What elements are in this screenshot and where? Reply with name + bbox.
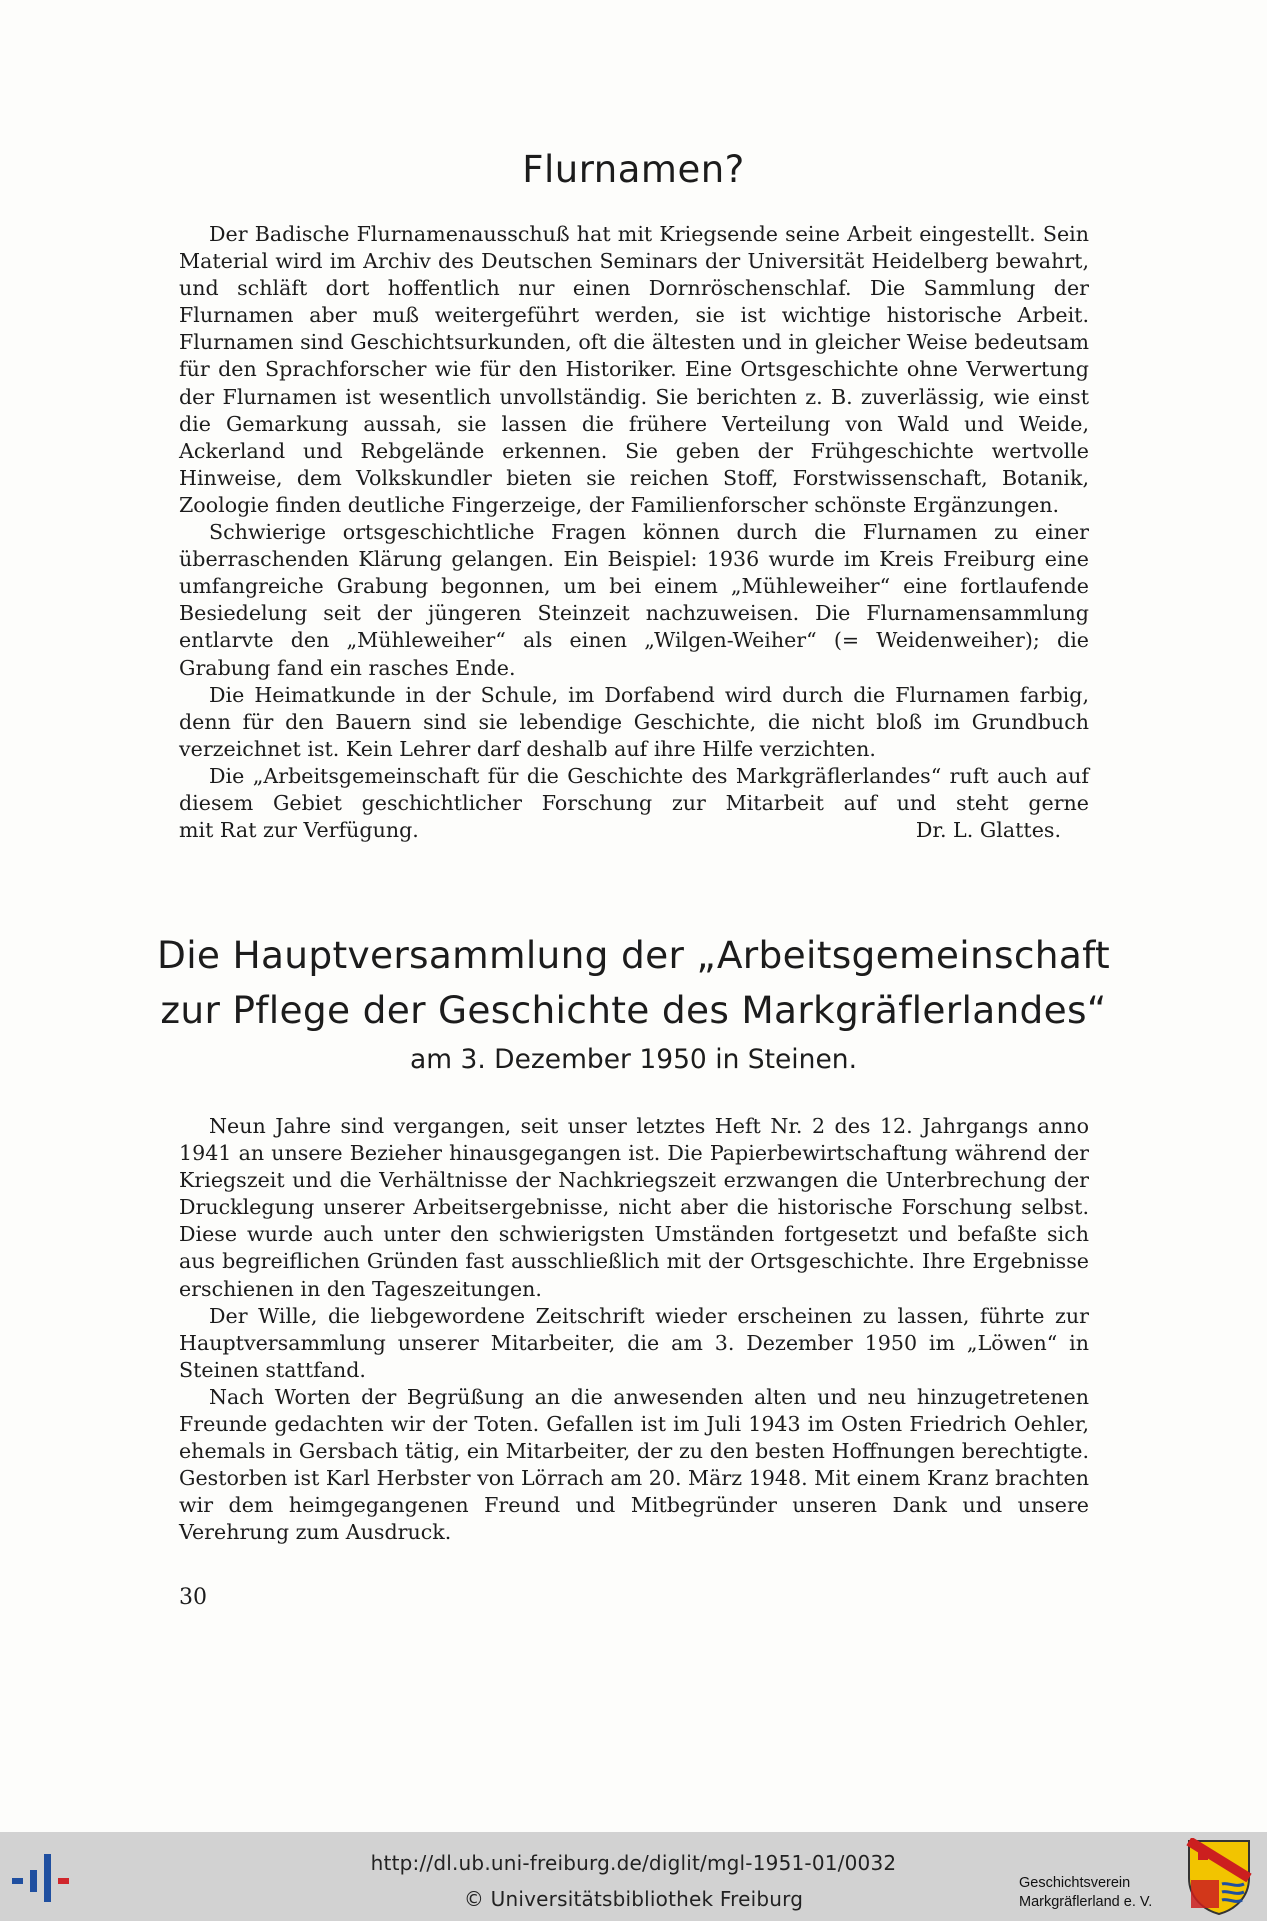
- article-title-flurnamen: Flurnamen?: [522, 148, 745, 191]
- title-line: zur Pflege der Geschichte des Markgräflerlandes“: [160, 988, 1107, 1032]
- paragraph: Der Wille, die liebgewordene Zeitschrift wieder erscheinen zu lassen, führte zur Hauptversammlung unserer Mitarbeiter, die am 3. Dezember 1950 im „Löwen“ in Steinen stattfand.: [179, 1303, 1089, 1382]
- paragraph: Der Badische Flurnamenausschuß hat mit Kriegsende seine Arbeit eingestellt. Sein Material wird im Archiv des Deutschen Seminars der Universität Heidelberg bewahrt, und schläft dort hoffentlich nur einen Dornröschenschlaf. Die Sammlung der Flurnamen aber muß weitergeführt werden, sie ist wichtige historische Arbeit. Flurnamen sind Geschichtsurkunden, oft die ältesten und in gleicher Weise bedeutsam für den Sprachforscher wie für den Historiker. Eine Ortsgeschichte ohne Verwertung der Flurnamen ist wesentlich unvollständig. Sie berichten z. B. zuverlässig, wie einst die Gemarkung aussah, sie lassen die frühere Verteilung von Wald und Weide, Ackerland und Rebgelände erkennen. Sie geben der Frühgeschichte wertvolle Hinweise, dem Volkskundler bieten sie reichen Stoff, Forstwissenschaft, Botanik, Zoologie finden deutliche Fingerzeige, der Familienforscher schönste Ergänzungen.: [179, 222, 1089, 517]
- title-line: Die Hauptversammlung der „Arbeitsgemeinschaft: [157, 933, 1110, 977]
- paragraph: Die „Arbeitsgemeinschaft für die Geschichte des Markgräflerlandes“ ruft auch auf diesem Gebiet geschichtlicher Forschung zur Mitarbeit auf und steht gerne: [179, 763, 1089, 815]
- article-body-hauptversammlung: [179, 1113, 1089, 1547]
- permalink-url[interactable]: http://dl.ub.uni-freiburg.de/diglit/mgl-1951-01/0032: [370, 1851, 897, 1875]
- closing-text: mit Rat zur Verfügung.: [179, 818, 419, 843]
- society-name-line: Markgräflerland e. V.: [1019, 1894, 1153, 1910]
- society-name-line: Geschichtsverein: [1019, 1875, 1131, 1891]
- author-signature: Dr. L. Glattes.: [915, 818, 1061, 843]
- copyright-notice: © Universitätsbibliothek Freiburg: [463, 1887, 804, 1911]
- article-title-hauptversammlung: [0, 928, 1267, 1038]
- article-subtitle: am 3. Dezember 1950 in Steinen.: [409, 1044, 857, 1075]
- coat-of-arms-icon[interactable]: [1186, 1838, 1252, 1916]
- paragraph: Die Heimatkunde in der Schule, im Dorfabend wird durch die Flurnamen farbig, denn für den Bauern sind sie lebendige Geschichte, die nicht bloß im Grundbuch verzeichnet ist. Kein Lehrer darf deshalb auf ihre Hilfe verzichten.: [179, 682, 1089, 761]
- signature-row: [179, 817, 1089, 844]
- society-name: [1019, 1874, 1184, 1912]
- article-body-flurnamen: [179, 221, 1089, 844]
- paragraph: Nach Worten der Begrüßung an die anwesenden alten und neu hinzugetretenen Freunde gedachten wir der Toten. Gefallen ist im Juli 1943 im Osten Friedrich Oehler, ehemals in Gersbach tätig, ein Mitarbeiter, der zu den besten Hoffnungen berechtigte. Gestorben ist Karl Herbster von Lörrach am 20. März 1948. Mit einem Kranz brachten wir dem heimgegangenen Freund und Mitbegründer unseren Dank und unsere Verehrung zum Ausdruck.: [179, 1384, 1089, 1545]
- viewer-footer: [0, 1832, 1267, 1921]
- paragraph: Neun Jahre sind vergangen, seit unser letztes Heft Nr. 2 des 12. Jahrgangs anno 1941 an unsere Bezieher hinausgegangen ist. Die Papierbewirtschaftung während der Kriegszeit und die Verhältnisse der Nachkriegszeit erzwangen die Unterbrechung der Drucklegung unserer Arbeitsergebnisse, nicht aber die historische Forschung selbst. Diese wurde auch unter den schwierigsten Umständen fortgesetzt und befaßte sich aus begreiflichen Gründen fast ausschließlich mit der Ortsgeschichte. Ihre Ergebnisse erschienen in den Tageszeitungen.: [179, 1114, 1089, 1301]
- paragraph: Schwierige ortsgeschichtliche Fragen können durch die Flurnamen zu einer überraschenden Klärung gelangen. Ein Beispiel: 1936 wurde im Kreis Freiburg eine umfangreiche Grabung begonnen, um bei einem „Mühleweiher“ eine fortlaufende Besiedelung seit der jüngeren Steinzeit nachzuweisen. Die Flurnamensammlung entlarvte den „Mühleweiher“ als einen „Wilgen-Weiher“ (= Weidenweiher); die Grabung fand ein rasches Ende.: [179, 520, 1089, 680]
- page-number: 30: [179, 1585, 207, 1610]
